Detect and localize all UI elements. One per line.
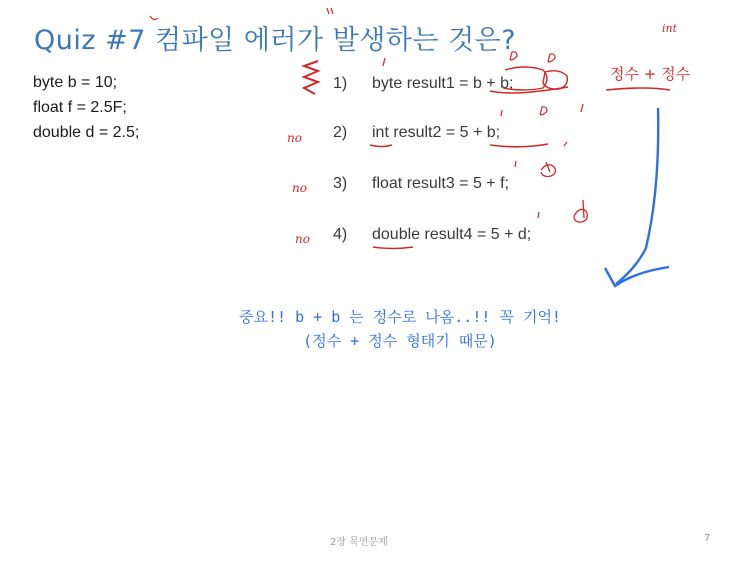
option-4-underline <box>373 247 413 249</box>
important-note-line2: (정수 + 정수 형태기 때문) <box>303 332 497 350</box>
page-number: 7 <box>704 533 711 544</box>
side-mark-4: no <box>295 232 310 246</box>
squiggle-mark <box>304 61 318 94</box>
option-3-code: float result3 = 5 + f; <box>372 175 509 192</box>
option-2-b-mark <box>540 107 547 115</box>
option-1-code: byte result1 = b + b; <box>372 75 514 92</box>
title-quote-mark <box>327 8 333 14</box>
option-1-letter-b2 <box>548 54 555 62</box>
option-2-code: int result2 = 5 + b; <box>372 124 501 141</box>
option-1-box <box>503 67 547 90</box>
option-4-i-mark <box>538 212 539 218</box>
option-3-i-mark <box>515 161 516 167</box>
option-2-underline-int <box>370 145 392 147</box>
option-1-b-mark <box>383 58 385 66</box>
blue-arrow-head <box>605 267 669 286</box>
option-2-number: 2) <box>333 124 348 141</box>
important-note-line1: 중요!! b + b 는 정수로 나옴..!! 꼭 기억! <box>239 308 561 326</box>
option-2-underline-expr <box>490 144 548 147</box>
declaration-double: double d = 2.5; <box>33 124 140 141</box>
side-mark-2: no <box>287 131 302 145</box>
declaration-float: float f = 2.5F; <box>33 99 127 116</box>
slide-title: Quiz #7 컴파일 에러가 발생하는 것은? <box>34 25 517 56</box>
option-4-number: 4) <box>333 226 348 243</box>
option-2-i-mark <box>501 110 502 116</box>
option-3-number: 3) <box>333 175 348 192</box>
option-4-d-mark <box>574 200 587 222</box>
declaration-byte: byte b = 10; <box>33 74 118 91</box>
option-2-side-tick <box>564 142 567 146</box>
option-1-letter-b1 <box>510 52 517 60</box>
side-mark-3: no <box>292 181 307 195</box>
blue-arrow-shaft <box>616 108 658 284</box>
title-tick-mark <box>150 16 158 20</box>
option-1-side-tick <box>581 104 583 112</box>
option-1-number: 1) <box>333 75 348 92</box>
footer-label: 2장 묵연문제 <box>330 537 388 548</box>
corner-note: int <box>662 22 678 35</box>
formula-underline <box>606 88 670 90</box>
formula-note: 정수 + 정수 <box>610 65 691 83</box>
option-4-code: double result4 = 5 + d; <box>372 226 532 243</box>
option-3-f-mark <box>541 162 556 177</box>
